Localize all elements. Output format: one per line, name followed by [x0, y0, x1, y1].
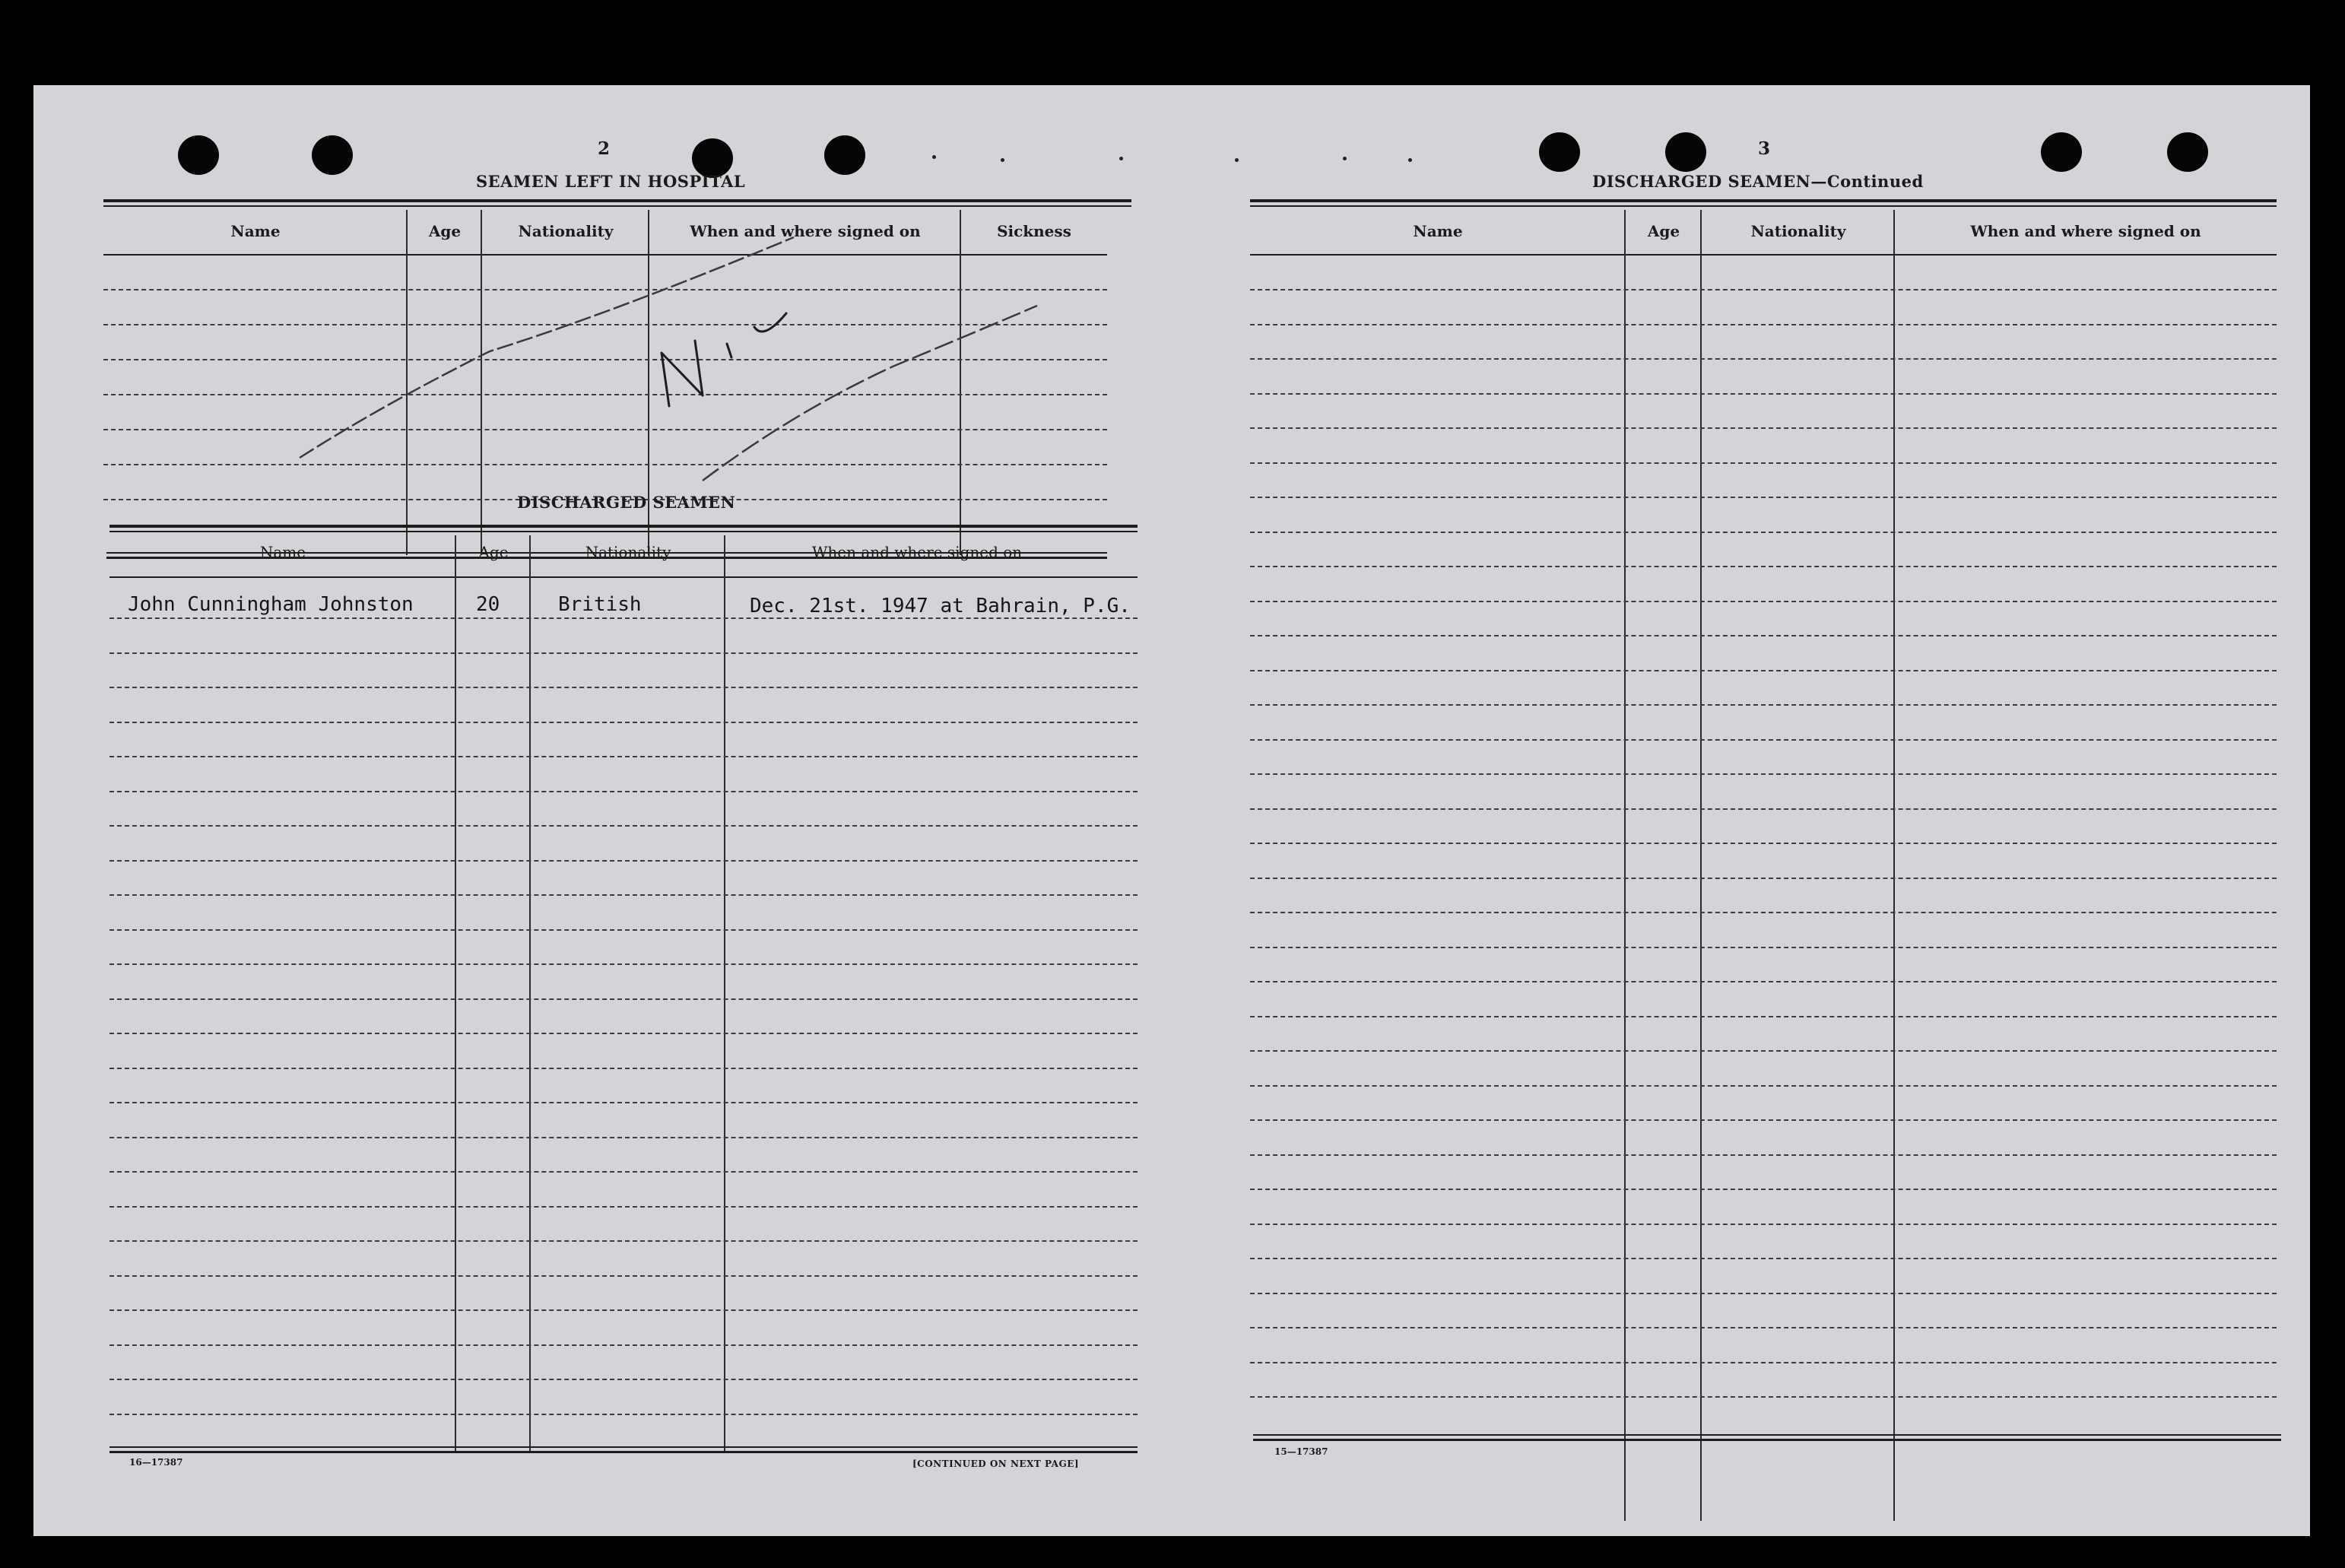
form-number-left: 16—17387: [129, 1457, 183, 1468]
page-number-left: 2: [598, 138, 611, 159]
hospital-header-signed-on: When and where signed on: [690, 222, 921, 240]
discharged-header-nationality: Nationality: [585, 543, 671, 561]
discharged-continued-label: —Continued: [1810, 172, 1924, 191]
discharged-section-title: DISCHARGED SEAMEN: [517, 493, 736, 512]
right-header-name: Name: [1413, 222, 1463, 240]
discharged-continued-title-main: DISCHARGED SEAMEN: [1592, 172, 1811, 191]
right-header-signed-on: When and where signed on: [1970, 222, 2201, 240]
hospital-header-age: Age: [428, 222, 462, 240]
handwritten-nil-mark: [662, 341, 703, 406]
seaman-name: John Cunningham Johnston: [128, 593, 414, 616]
right-header-nationality: Nationality: [1750, 222, 1846, 240]
cancel-stroke-upper: [300, 237, 794, 458]
form-number-right: 15—17387: [1274, 1446, 1328, 1457]
document-sheet: [33, 85, 2310, 1536]
seaman-nationality: British: [558, 593, 642, 616]
hospital-header-nationality: Nationality: [518, 222, 614, 240]
handwritten-cancellation: [33, 85, 2310, 1536]
page-number-right: 3: [1758, 138, 1771, 159]
cancel-stroke-lower: [703, 306, 1037, 481]
discharged-header-age: Age: [478, 543, 509, 561]
seaman-age: 20: [476, 593, 500, 616]
hospital-section-title: SEAMEN LEFT IN HOSPITAL: [476, 172, 746, 191]
discharged-header-signed-on: When and where signed on: [811, 543, 1023, 561]
hospital-header-sickness: Sickness: [997, 222, 1071, 240]
seaman-signed-on: Dec. 21st. 1947 at Bahrain, P.G.: [750, 595, 1131, 617]
discharged-header-name: Name: [259, 543, 306, 561]
right-header-age: Age: [1647, 222, 1680, 240]
hospital-header-name: Name: [230, 222, 281, 240]
continued-on-next-page-note: [CONTINUED ON NEXT PAGE]: [912, 1458, 1080, 1469]
handwritten-nil-mark-tail: [727, 313, 786, 357]
